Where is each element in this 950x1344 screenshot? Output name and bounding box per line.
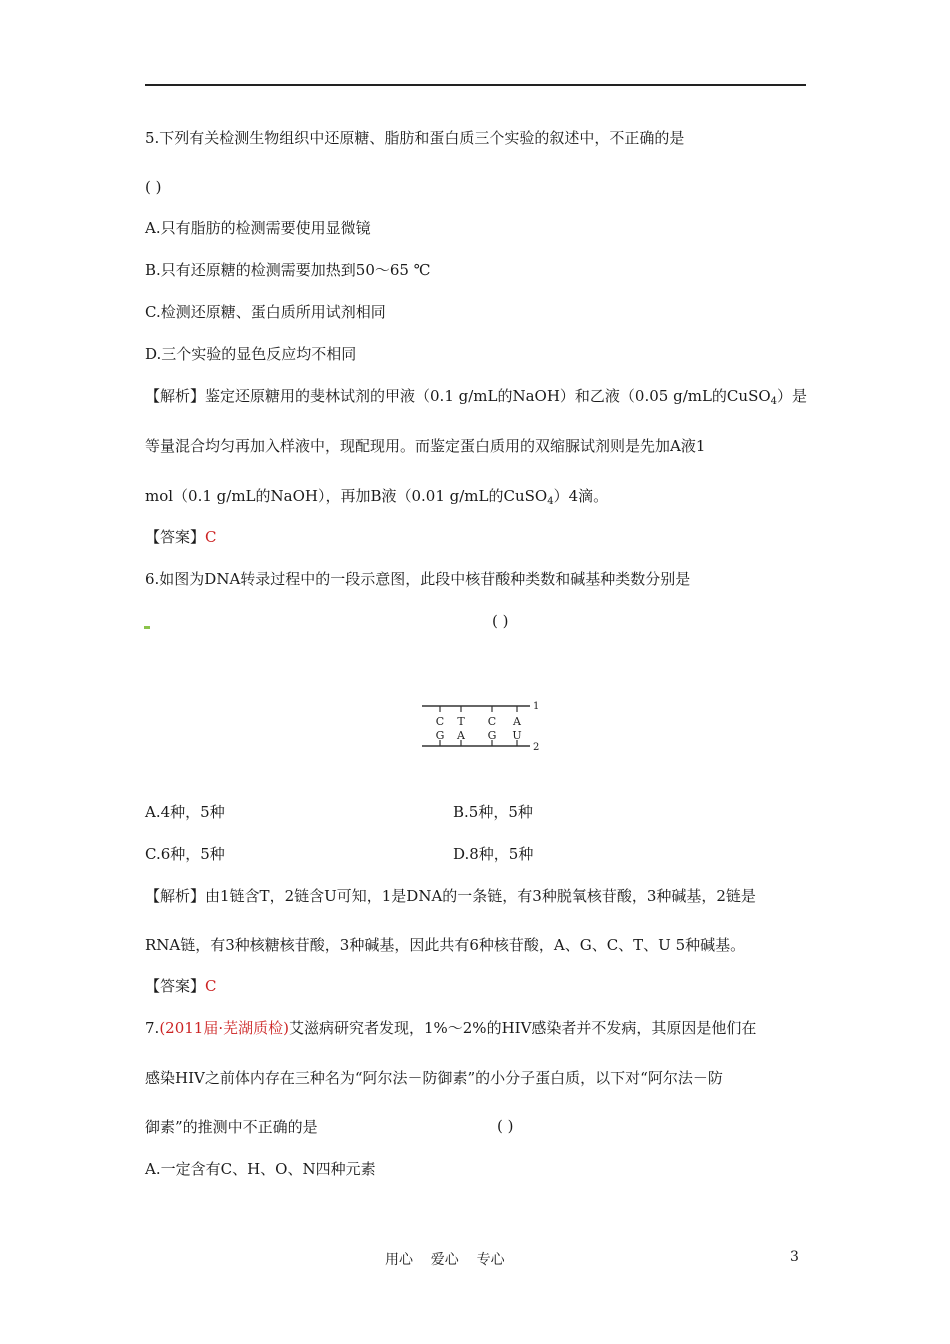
q5-analysis-label: 【解析】 — [145, 387, 206, 405]
q5-analysis-sub-1: 4 — [770, 396, 778, 407]
bottom-ticks — [440, 740, 517, 746]
q6-analysis-line-2: RNA链，有3种核糖核苷酸，3种碱基，因此共有6种核苷酸，A、G、C、T、U 5种碱基。 — [145, 936, 746, 954]
q6-option-c: C.6种，5种 — [145, 845, 225, 863]
q5-analysis-line-3 — [145, 486, 608, 512]
q6-option-d: D.8种，5种 — [453, 845, 534, 863]
q6-answer-label: 【答案】 — [145, 977, 206, 995]
top-base: A — [513, 715, 521, 728]
q5-stem: 5.下列有关检测生物组织中还原糖、脂肪和蛋白质三个实验的叙述中，不正确的是 — [145, 129, 685, 147]
q5-analysis-text-3b: ）4滴。 — [553, 487, 609, 505]
q6-stem: 6.如图为DNA转录过程中的一段示意图，此段中核苷酸种类数和碱基种类数分别是 — [145, 570, 691, 588]
top-base: C — [487, 715, 497, 728]
q6-answer-value: C — [205, 977, 217, 995]
q5-option-a: A.只有脂肪的检测需要使用显微镜 — [145, 219, 371, 237]
transcription-diagram — [410, 690, 550, 760]
bottom-base: A — [457, 729, 465, 742]
bottom-base: U — [512, 729, 522, 742]
q6-option-a: A.4种，5种 — [145, 803, 225, 821]
q6-answer-paren: ( ) — [492, 612, 509, 630]
q7-stem-line-2: 感染HIV之前体内存在三种名为“阿尔法－防御素”的小分子蛋白质，以下对“阿尔法－防 — [145, 1069, 723, 1087]
q5-answer-paren: ( ) — [145, 178, 162, 196]
q7-answer-paren: ( ) — [497, 1117, 514, 1135]
page-number: 3 — [790, 1249, 799, 1265]
q5-analysis-text-3a: mol（0.1 g/mL的NaOH），再加B液（0.01 g/mL的CuSO — [145, 487, 548, 505]
q5-analysis-sub-3: 4 — [547, 496, 554, 507]
footer-motto: 用心 爱心 专心 — [385, 1252, 505, 1268]
header-rule — [145, 84, 806, 86]
q7-source: (2011届·芜湖质检) — [159, 1019, 289, 1037]
strand-1-label: 1 — [533, 701, 540, 712]
q6-analysis-label: 【解析】 — [145, 887, 206, 905]
q6-analysis-text-1: 由1链含T，2链含U可知，1是DNA的一条链，有3种脱氧核苷酸，3种碱基，2链是 — [205, 887, 756, 905]
q5-answer-value: C — [205, 528, 217, 546]
q5-answer-line — [145, 527, 217, 547]
top-base: C — [435, 715, 445, 728]
q5-option-d: D.三个实验的显色反应均不相同 — [145, 345, 357, 363]
q5-analysis-text-1a: 鉴定还原糖用的斐林试剂的甲液（0.1 g/mL的NaOH）和乙液（0.05 g/mL的CuSO — [205, 387, 771, 405]
strand-2-label: 2 — [533, 742, 540, 753]
q5-analysis-line-2: 等量混合均匀再加入样液中，现配现用。而鉴定蛋白质用的双缩脲试剂则是先加A液1 — [145, 437, 706, 455]
q6-analysis-line-1 — [145, 886, 756, 906]
bottom-base: G — [435, 729, 445, 742]
q5-answer-label: 【答案】 — [145, 528, 206, 546]
q7-stem-text-1: 艾滋病研究者发现，1%～2%的HIV感染者并不发病，其原因是他们在 — [288, 1019, 757, 1037]
q7-stem-line-3: 御素”的推测中不正确的是 — [145, 1118, 318, 1136]
green-mark — [144, 626, 150, 629]
q7-option-a: A.一定含有C、H、O、N四种元素 — [145, 1160, 376, 1178]
q7-stem-line-1 — [145, 1018, 756, 1038]
q5-analysis-text-1b: ）是 — [777, 387, 808, 405]
q5-option-b: B.只有还原糖的检测需要加热到50～65 ℃ — [145, 261, 431, 279]
q5-option-c: C.检测还原糖、蛋白质所用试剂相同 — [145, 303, 386, 321]
top-base: T — [457, 715, 465, 728]
bottom-base: G — [487, 729, 497, 742]
q6-option-b: B.5种，5种 — [453, 803, 533, 821]
q7-number: 7. — [145, 1019, 160, 1037]
q5-analysis-line-1 — [145, 386, 807, 412]
top-ticks — [440, 706, 517, 712]
q6-answer-line — [145, 976, 217, 996]
